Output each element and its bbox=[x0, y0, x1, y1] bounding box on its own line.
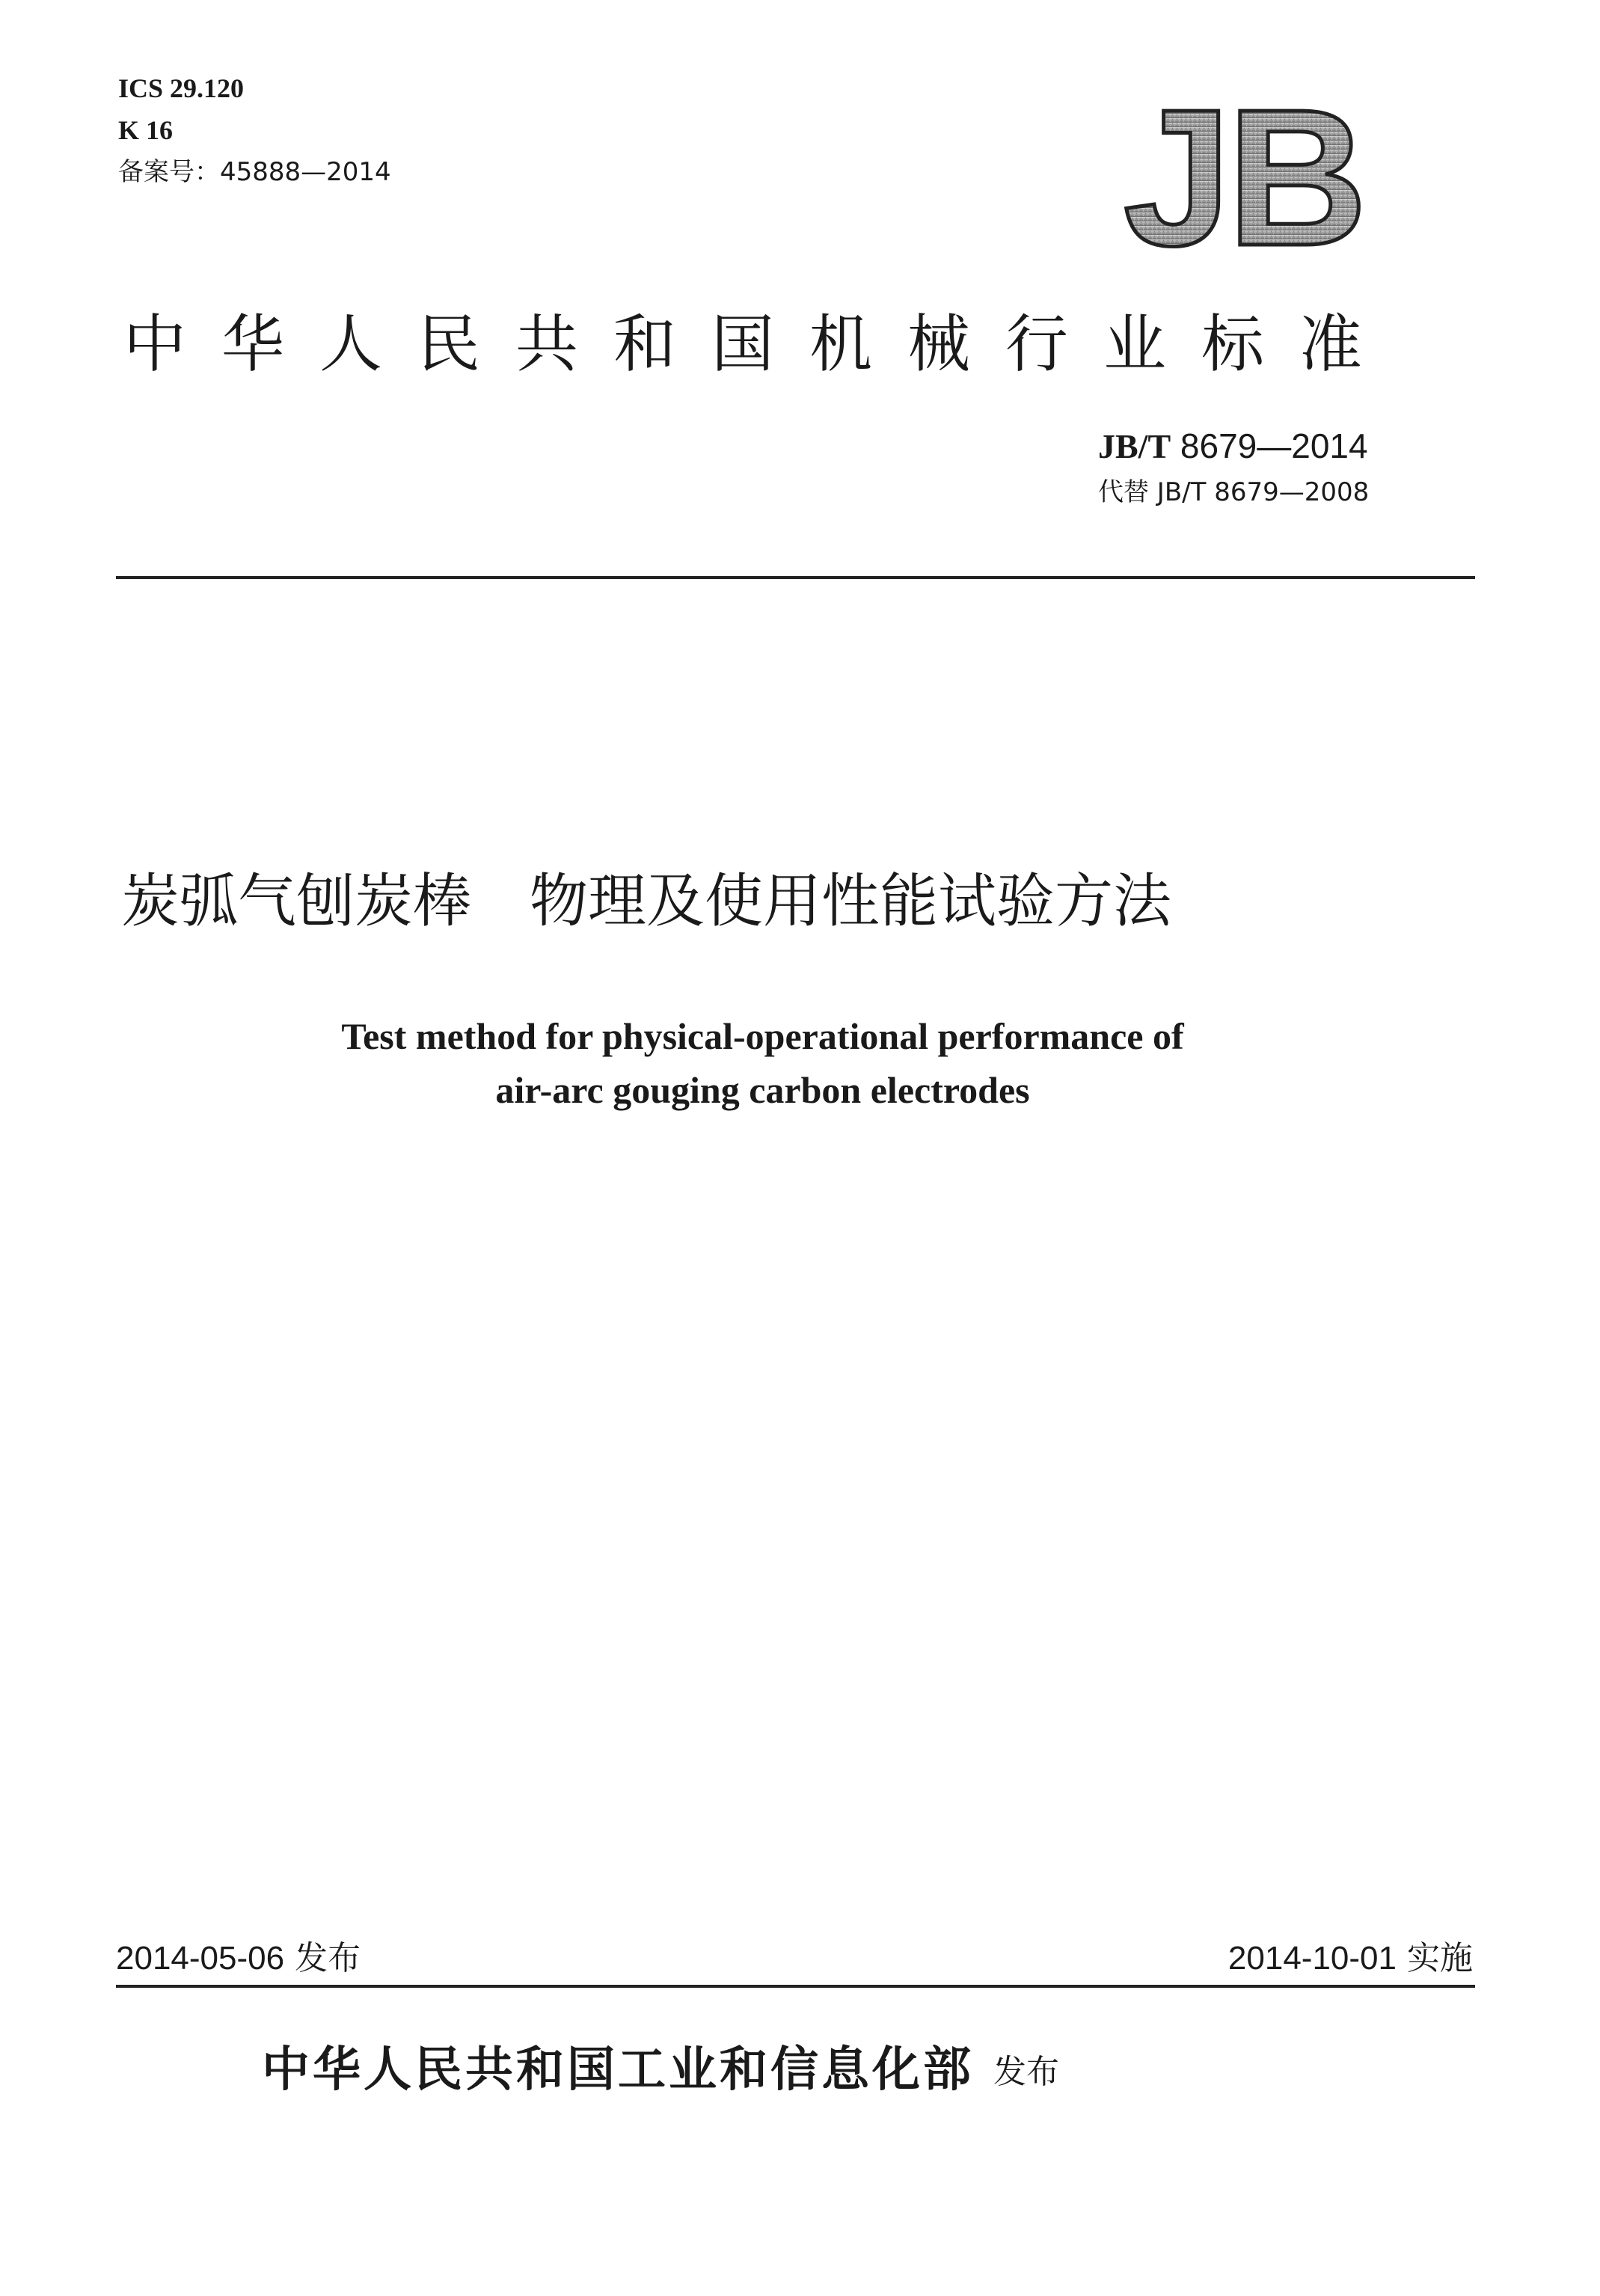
header-divider bbox=[116, 576, 1475, 579]
standard-number-digits: 8679—2014 bbox=[1171, 426, 1368, 465]
implementation-date: 2014-10-01 bbox=[1227, 1940, 1397, 1977]
implementation-label: 实施 bbox=[1407, 1939, 1473, 1977]
standard-number-prefix: JB/T bbox=[1098, 427, 1171, 465]
implementation-date-block bbox=[1228, 1938, 1473, 1980]
jb-logo bbox=[1086, 91, 1400, 263]
standard-number bbox=[1098, 425, 1368, 468]
title-english-line2: air-arc gouging carbon electrodes bbox=[495, 1069, 1030, 1111]
publisher-name: 中华人民共和国工业和信息化部 bbox=[262, 2042, 974, 2098]
footer-divider bbox=[116, 1985, 1475, 1988]
issue-date-block bbox=[116, 1938, 361, 1980]
logo-lettering: JB bbox=[1123, 91, 1364, 263]
publisher-suffix: 发布 bbox=[993, 2053, 1059, 2091]
filing-number: 备案号：45888—2014 bbox=[118, 157, 391, 187]
ccs-code: K 16 bbox=[118, 115, 174, 145]
title-english-line1: Test method for physical-operational performance of bbox=[341, 1015, 1184, 1057]
issue-date: 2014-05-06 bbox=[116, 1940, 285, 1977]
issue-label: 发布 bbox=[295, 1939, 361, 1977]
standard-category: 中华人民共和国机械行业标准 bbox=[123, 307, 1398, 381]
title-chinese: 炭弧气刨炭棒 物理及使用性能试验方法 bbox=[121, 868, 1172, 935]
ics-code: ICS 29.120 bbox=[118, 73, 245, 103]
replaces-standard: 代替 JB/T 8679—2008 bbox=[1098, 477, 1370, 507]
publisher-block bbox=[262, 2036, 1059, 2104]
